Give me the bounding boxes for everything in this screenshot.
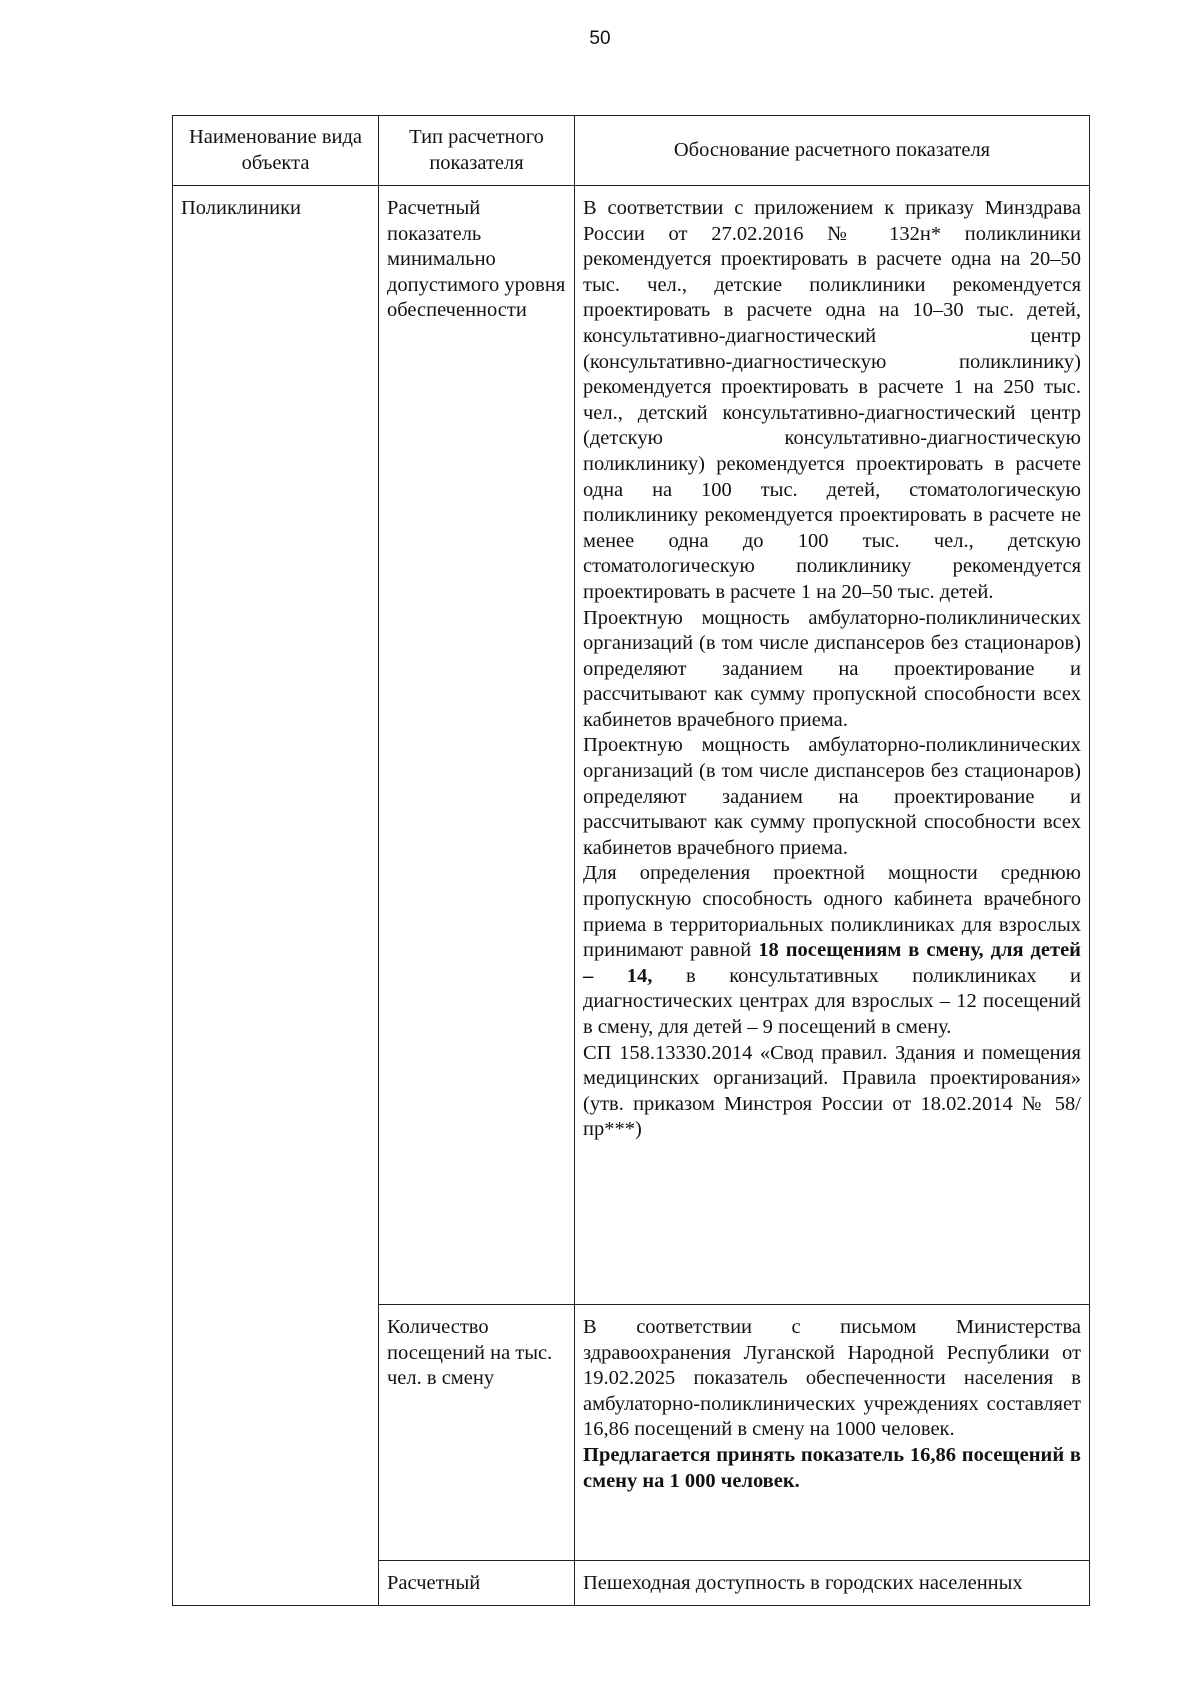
- justification-paragraph: Пешеходная доступность в городских населенных: [583, 1572, 1023, 1594]
- indicator-type-cell: Расчетный: [379, 1561, 575, 1606]
- indicator-type-cell: Расчетный показатель минимально допустимого уровня обеспеченности: [379, 186, 575, 1305]
- header-indicator-type: Тип расчетного показателя: [379, 116, 575, 186]
- capacity-rest: в консультативных поликлиниках и диагностических центрах для взрослых – 12 посещений в смену, для детей – 9 посещений в смену.: [583, 964, 1081, 1038]
- header-justification: Обоснование расчетного показателя: [575, 116, 1090, 186]
- justification-paragraph: В соответствии с приложением к приказу Минздрава России от 27.02.2016 № 132н* поликлиники рекомендуется проектировать в расчете одна на 20–50 тыс. чел., детские поликлиники рекомендуется проектировать в расчете одна на 10–30 тыс. детей, консультативно-диагностический центр (консультативно-диагностическую поликлинику) рекомендуется проектировать в расчете 1 на 250 тыс. чел., детский консультативно-диагностический центр (детскую консультативно-диагностическую поликлинику) рекомендуется проектировать в расчете одна на 100 тыс. детей, стоматологическую поликлинику рекомендуется проектировать в расчете не менее одна до 100 тыс. чел., детскую стоматологическую поликлинику рекомендуется проектировать в расчете 1 на 20–50 тыс. детей.: [583, 197, 1081, 603]
- indicator-type-cell: Количество посещений на тыс. чел. в смену: [379, 1305, 575, 1561]
- header-object-name: Наименование вида объекта: [173, 116, 379, 186]
- justification-paragraph: Проектную мощность амбулаторно-поликлинических организаций (в том числе диспансеров без стационаров) определяют заданием на проектирование и рассчитывают как сумму пропускной способности всех кабинетов врачебного приема.: [583, 606, 1081, 731]
- table-row: [173, 186, 1090, 1305]
- capacity-intro: Для определения проектной мощности среднюю пропускную способность одного кабинета врачебного приема в территориальных поликлиниках для взрослых принимают равной: [583, 862, 1081, 962]
- justification-paragraph: Проектную мощность амбулаторно-поликлинических организаций (в том числе диспансеров без стационаров) определяют заданием на проектирование и рассчитывают как сумму пропускной способности всех кабинетов врачебного приема.: [583, 734, 1081, 859]
- justification-paragraph: В соответствии с письмом Министерства здравоохранения Луганской Народной Республики от 19.02.2025 показатель обеспеченности населения в амбулаторно-поликлинических учреждениях составляет 16,86 посещений в смену на 1000 человек.: [583, 1316, 1081, 1441]
- justification-cell: [575, 1305, 1090, 1561]
- proposal-text: Предлагается принять показатель 16,86 посещений в смену на 1 000 человек.: [583, 1443, 1081, 1492]
- justification-cell: [575, 1561, 1090, 1606]
- capacity-paragraph: [583, 861, 1081, 1040]
- table-header-row: [173, 116, 1090, 186]
- capacity-bold: 18 посещениям в смену, для детей – 14,: [583, 939, 1081, 987]
- page-number: 50: [589, 28, 611, 49]
- sp-reference: СП 158.13330.2014 «Свод правил. Здания и помещения медицинских организаций. Правила проектирования» (утв. приказом Минстроя России от 18.02.2014 № 58/пр***): [583, 1041, 1081, 1141]
- justification-cell: [575, 186, 1090, 1305]
- object-name-cell: Поликлиники: [173, 186, 379, 1606]
- indicator-table: [172, 115, 1090, 1606]
